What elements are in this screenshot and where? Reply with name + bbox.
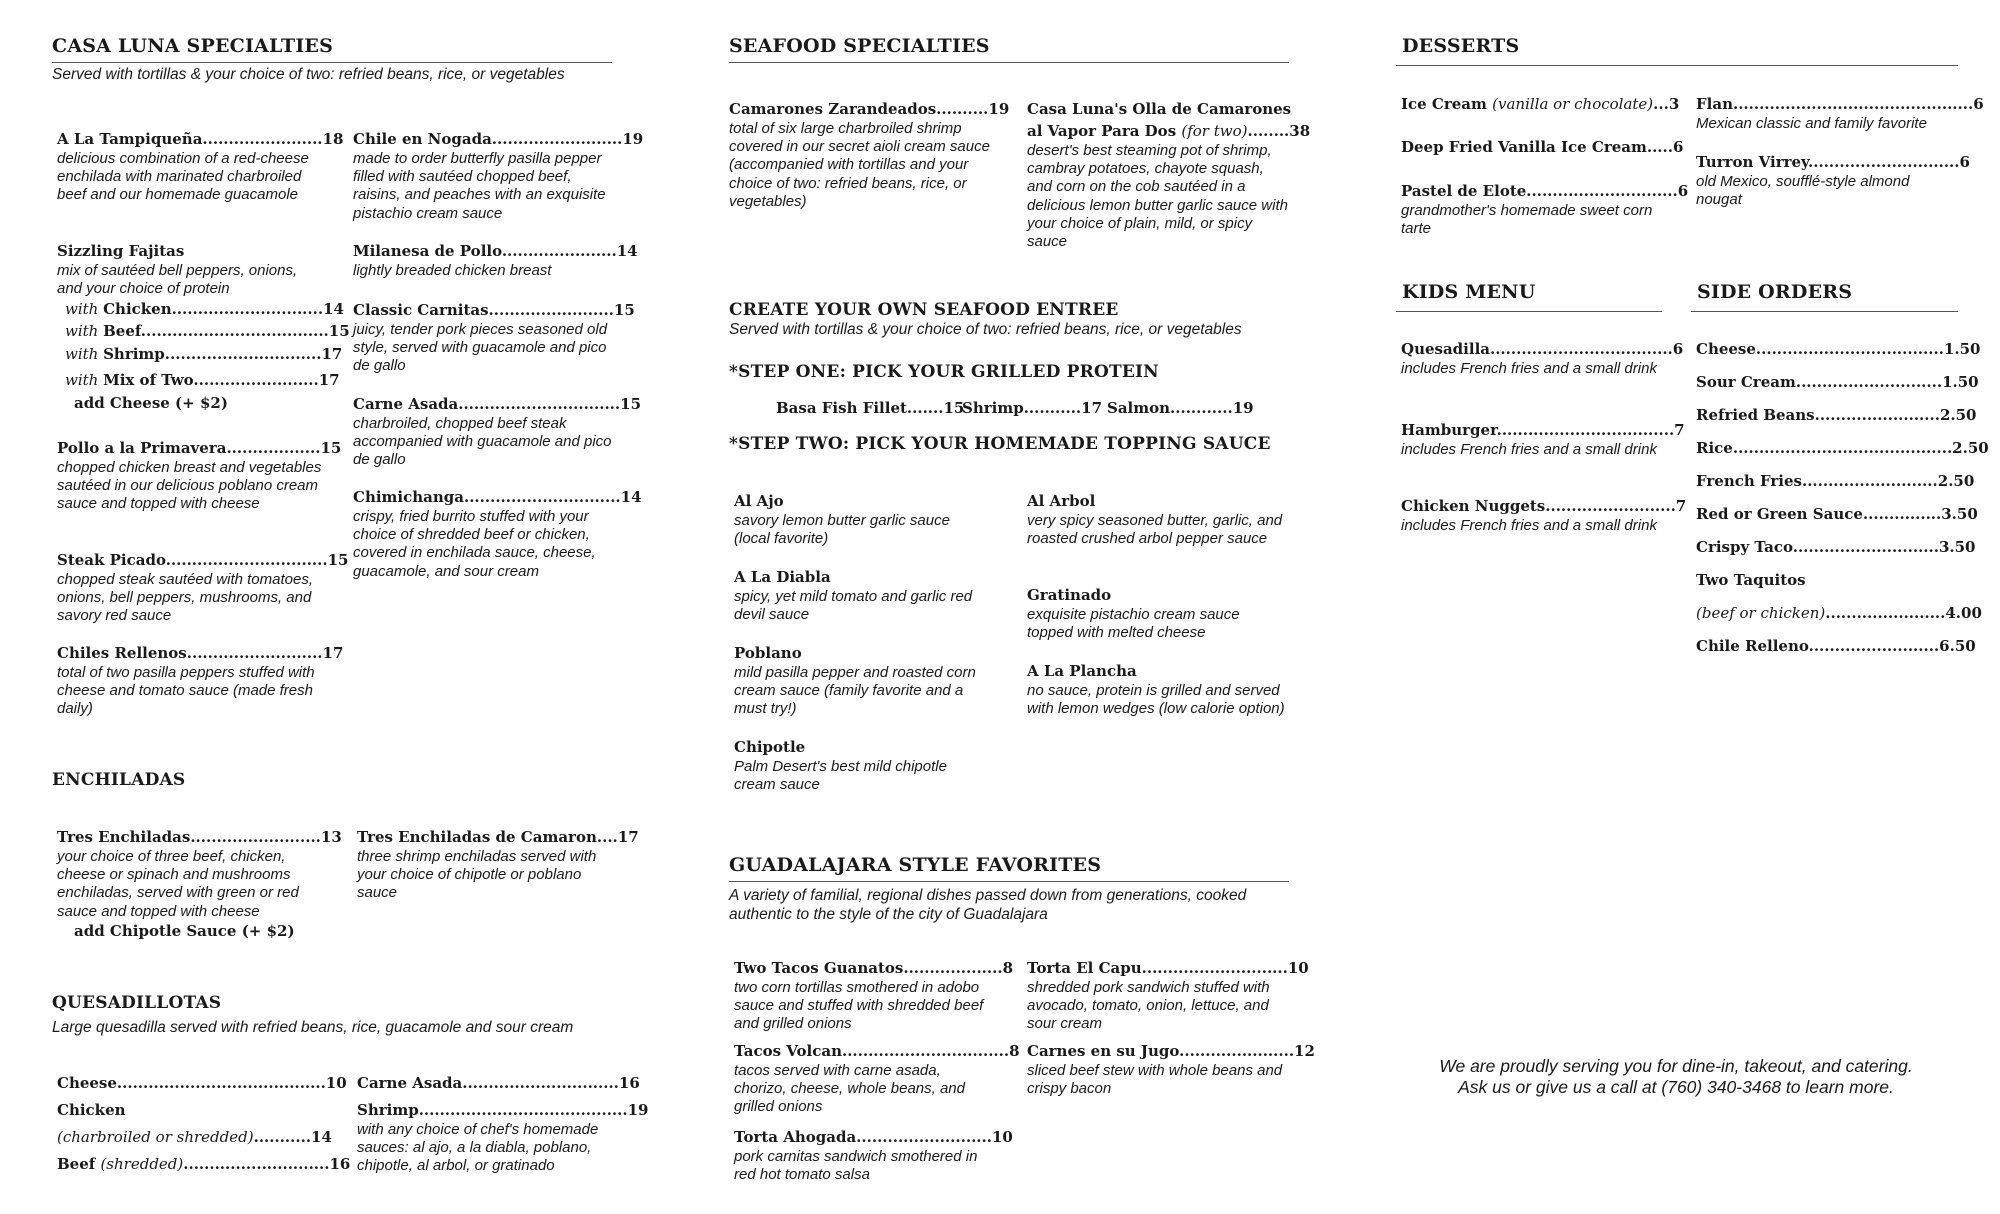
dessert-fried-ice-cream: Deep Fried Vanilla Ice Cream.....6 xyxy=(1401,138,1684,156)
side-item: Sour Cream............................1.50 xyxy=(1696,373,1979,391)
item-desc: three shrimp enchiladas served with your choice of chipotle or poblano sauce xyxy=(357,848,597,902)
note: (beef or chicken) xyxy=(1696,604,1826,622)
sauce-desc: spicy, yet mild tomato and garlic red devil sauce xyxy=(734,588,973,624)
footer-note xyxy=(1396,1056,1956,1098)
casa-luna-subtitle: Served with tortillas & your choice of two: refried beans, rice, or vegetables xyxy=(52,66,565,83)
footer-line: Ask us or give us a call at (760) 340-3468 to learn more. xyxy=(1458,1077,1894,1097)
item-name: Two Tacos Guanatos...................8 xyxy=(734,959,1014,977)
item-desc: total of six large charbroiled shrimp covered in our secret aioli cream sauce (accompanied with tortillas and your choice of two: refried beans, rice, or vegetables) xyxy=(729,120,990,210)
menu-item xyxy=(1696,151,1970,209)
item-name: Shrimp........................................19 xyxy=(357,1101,649,1119)
item-desc: Mexican classic and family favorite xyxy=(1696,115,1927,132)
menu-item xyxy=(353,486,642,581)
create-seafood-heading: CREATE YOUR OWN SEAFOOD ENTREE xyxy=(729,300,1119,320)
item-desc: includes French fries and a small drink xyxy=(1401,360,1657,377)
quesadillotas-subtitle: Large quesadilla served with refried beans, rice, guacamole and sour cream xyxy=(52,1019,574,1036)
item-name: Chimichanga..............................14 xyxy=(353,488,642,506)
item-desc: pork carnitas sandwich smothered in red hot tomato salsa xyxy=(734,1148,978,1184)
item-desc: delicious combination of a red-cheese enchilada with marinated charbroiled beef and our homemade guacamole xyxy=(57,150,309,204)
name: al Vapor Para Dos xyxy=(1027,122,1177,140)
enchilada-addon: add Chipotle Sauce (+ $2) xyxy=(74,922,295,940)
item-name: Camarones Zarandeados..........19 xyxy=(729,100,1010,118)
item-desc: chopped steak sautéed with tomatoes, onions, bell peppers, mushrooms, and savory red sauce xyxy=(57,571,313,625)
item-name: Casa Luna's Olla de Camarones xyxy=(1027,100,1292,118)
protein-option: Shrimp...........17 xyxy=(962,399,1103,417)
menu-item xyxy=(57,240,322,298)
item-name: Chile en Nogada.........................19 xyxy=(353,130,644,148)
item-desc: desert's best steaming pot of shrimp, cambray potatoes, chayote squash, and corn on the cob sautéed in a delicious lemon butter garlic sauce with your choice of plain, mild, or spicy sauce xyxy=(1027,142,1288,251)
quesadillota-beef xyxy=(57,1153,350,1175)
item-desc: with any choice of chef's homemade sauces: al ajo, a la diabla, poblano, chipotle, al arbol, or gratinado xyxy=(357,1121,599,1175)
sauce-desc: savory lemon butter garlic sauce (local favorite) xyxy=(734,512,950,548)
side-item: Cheese....................................1.50 xyxy=(1696,340,1981,358)
item-name: Hamburger..................................7 xyxy=(1401,421,1685,439)
item-desc: crispy, fried burrito stuffed with your choice of shredded beef or chicken, covered in enchilada sauce, cheese, guacamole, and sour cream xyxy=(353,508,596,580)
name: Beef xyxy=(57,1155,96,1173)
item-name: Torta El Capu............................10 xyxy=(1027,959,1309,977)
price: ............................16 xyxy=(183,1155,351,1173)
item-desc: your choice of three beef, chicken, cheese or spinach and mushrooms enchiladas, served with green or red sauce and topped with cheese xyxy=(57,848,299,920)
item-desc: grandmother's homemade sweet corn tarte xyxy=(1401,202,1653,238)
item-name: A La Tampiqueña.......................18 xyxy=(57,130,344,148)
side-item: Red or Green Sauce...............3.50 xyxy=(1696,505,1978,523)
side-item: Crispy Taco............................3.50 xyxy=(1696,538,1976,556)
sauce-desc: Palm Desert's best mild chipotle cream sauce xyxy=(734,758,947,794)
item-name: Classic Carnitas........................15 xyxy=(353,301,635,319)
sauce-desc: mild pasilla pepper and roasted corn cream sauce (family favorite and a must try!) xyxy=(734,664,976,718)
sauce-desc: exquisite pistachio cream sauce topped with melted cheese xyxy=(1027,606,1240,642)
protein-option: Basa Fish Fillet.......15 xyxy=(776,399,965,417)
option-prefix: with xyxy=(65,345,104,363)
sauce-name: Al Ajo xyxy=(734,492,784,510)
item-desc: shredded pork sandwich stuffed with avocado, tomato, onion, lettuce, and sour cream xyxy=(1027,979,1270,1033)
quesadillota-chicken-line xyxy=(57,1126,332,1148)
guadalajara-heading: GUADALAJARA STYLE FAVORITES xyxy=(729,853,1289,882)
side-item: French Fries..........................2.50 xyxy=(1696,472,1975,490)
menu-item xyxy=(57,642,344,719)
sauce-name: A La Diabla xyxy=(734,568,831,586)
side-item: Two Taquitos xyxy=(1696,571,1806,589)
create-seafood-subtitle: Served with tortillas & your choice of two: refried beans, rice, or vegetables xyxy=(729,321,1242,338)
item-name: Quesadilla...................................6 xyxy=(1401,340,1684,358)
menu-item xyxy=(734,957,1014,1034)
menu-item xyxy=(57,437,342,514)
option-name: Shrimp..............................17 xyxy=(103,345,343,363)
item-name: Steak Picado...............................15 xyxy=(57,551,349,569)
item-desc: chopped chicken breast and vegetables sautéed in our delicious poblano cream sauce and topped with cheese xyxy=(57,459,322,513)
note: (charbroiled or shredded) xyxy=(57,1128,254,1146)
sauce-desc: very spicy seasoned butter, garlic, and roasted crushed arbol pepper sauce xyxy=(1027,512,1283,548)
item-name: Pastel de Elote.............................6 xyxy=(1401,182,1689,200)
name: Ice Cream xyxy=(1401,95,1487,113)
item-name: Milanesa de Pollo......................14 xyxy=(353,242,638,260)
sauce-item xyxy=(1027,584,1289,642)
sauce-item xyxy=(1027,660,1289,718)
menu-item xyxy=(1027,957,1309,1034)
fajita-option xyxy=(65,320,350,342)
menu-item xyxy=(353,393,642,470)
quesadillota-cheese: Cheese........................................10 xyxy=(57,1074,347,1092)
sauce-name: Al Arbol xyxy=(1027,492,1096,510)
item-name: Carnes en su Jugo......................12 xyxy=(1027,1042,1315,1060)
option-name: Mix of Two........................17 xyxy=(103,371,340,389)
menu-item xyxy=(734,1126,1013,1184)
dessert-ice-cream xyxy=(1401,93,1679,115)
fajita-option xyxy=(65,298,344,320)
item-name: Sizzling Fajitas xyxy=(57,242,185,260)
sauce-item xyxy=(1027,490,1289,548)
price: .......................4.00 xyxy=(1825,604,1982,622)
fajita-option xyxy=(65,369,340,391)
item-name: Torta Ahogada..........................10 xyxy=(734,1128,1013,1146)
menu-item xyxy=(1696,93,1984,133)
item-desc: old Mexico, soufflé-style almond nougat xyxy=(1696,173,1910,209)
quesadillotas-heading: QUESADILLOTAS xyxy=(52,993,222,1013)
menu-item xyxy=(1027,98,1311,251)
note: (for two) xyxy=(1181,122,1248,140)
item-name: Tacos Volcan................................8 xyxy=(734,1042,1020,1060)
fajita-addon: add Cheese (+ $2) xyxy=(74,394,228,412)
item-name: Chicken Nuggets.........................7 xyxy=(1401,497,1687,515)
sauce-name: Chipotle xyxy=(734,738,806,756)
casa-luna-heading: CASA LUNA SPECIALTIES xyxy=(52,34,612,63)
option-prefix: with xyxy=(65,322,104,340)
item-desc: charbroiled, chopped beef steak accompanied with guacamole and pico de gallo xyxy=(353,415,612,469)
menu-item xyxy=(57,549,349,626)
item-name: Flan..............................................6 xyxy=(1696,95,1984,113)
step-one-heading: *STEP ONE: PICK YOUR GRILLED PROTEIN xyxy=(729,362,1159,382)
note: (shredded) xyxy=(100,1155,184,1173)
menu-item xyxy=(1401,495,1687,535)
item-name: Turron Virrey.............................6 xyxy=(1696,153,1970,171)
menu-item xyxy=(353,240,638,280)
item-desc: includes French fries and a small drink xyxy=(1401,441,1657,458)
sauce-item xyxy=(734,736,984,794)
sauce-name: Gratinado xyxy=(1027,586,1112,604)
item-desc: total of two pasilla peppers stuffed with cheese and tomato sauce (made fresh daily) xyxy=(57,664,315,718)
menu-item xyxy=(353,299,635,376)
sauce-desc: no sauce, protein is grilled and served with lemon wedges (low calorie option) xyxy=(1027,682,1285,718)
item-desc: tacos served with carne asada, chorizo, cheese, whole beans, and grilled onions xyxy=(734,1062,965,1116)
side-item: Chile Relleno.........................6.50 xyxy=(1696,637,1976,655)
guadalajara-subtitle: A variety of familial, regional dishes passed down from generations, cooked authentic to the style of the city of Guadalajara xyxy=(729,887,1247,923)
item-desc: juicy, tender pork pieces seasoned old style, served with guacamole and pico de gallo xyxy=(353,321,608,375)
side-taquitos-line xyxy=(1696,602,1982,624)
option-name: Beef....................................15 xyxy=(103,322,350,340)
item-name: Tres Enchiladas de Camaron....17 xyxy=(357,828,639,846)
quesadillota-carne-asada: Carne Asada..............................16 xyxy=(357,1074,640,1092)
enchiladas-heading: ENCHILADAS xyxy=(52,770,186,790)
protein-option: Salmon............19 xyxy=(1107,399,1254,417)
menu-item xyxy=(1401,180,1689,238)
item-name: Carne Asada...............................15 xyxy=(353,395,642,413)
menu-item xyxy=(1401,419,1685,459)
menu-item xyxy=(357,826,639,903)
item-name-line2 xyxy=(1027,120,1311,142)
note: (vanilla or chocolate) xyxy=(1492,95,1654,113)
fajita-option xyxy=(65,343,342,365)
step-two-heading: *STEP TWO: PICK YOUR HOMEMADE TOPPING SAUCE xyxy=(729,434,1271,454)
price: ...........14 xyxy=(253,1128,332,1146)
side-item: Refried Beans........................2.50 xyxy=(1696,406,1977,424)
sauce-item xyxy=(734,642,984,719)
menu-item xyxy=(357,1099,649,1176)
sauce-name: Poblano xyxy=(734,644,802,662)
item-name: Tres Enchiladas.........................13 xyxy=(57,828,342,846)
item-name: Pollo a la Primavera..................15 xyxy=(57,439,342,457)
price: ........38 xyxy=(1247,122,1311,140)
menu-item xyxy=(1401,338,1684,378)
desserts-heading: DESSERTS xyxy=(1396,34,1958,66)
item-desc: two corn tortillas smothered in adobo sauce and stuffed with shredded beef and grilled onions xyxy=(734,979,984,1033)
item-desc: mix of sautéed bell peppers, onions, and your choice of protein xyxy=(57,262,298,298)
kids-heading: KIDS MENU xyxy=(1396,280,1662,312)
menu-item xyxy=(353,128,644,223)
item-desc: lightly breaded chicken breast xyxy=(353,262,552,279)
menu-item xyxy=(1027,1040,1315,1098)
item-name: Chiles Rellenos..........................17 xyxy=(57,644,344,662)
menu-item xyxy=(57,826,342,921)
price: ...3 xyxy=(1653,95,1680,113)
sides-heading: SIDE ORDERS xyxy=(1691,280,1958,312)
menu-item xyxy=(729,98,1010,211)
footer-line: We are proudly serving you for dine-in, takeout, and catering. xyxy=(1439,1056,1913,1076)
option-prefix: with xyxy=(65,300,104,318)
side-item: Rice..........................................2.50 xyxy=(1696,439,1989,457)
sauce-item xyxy=(734,566,984,624)
option-name: Chicken.............................14 xyxy=(103,300,344,318)
seafood-heading: SEAFOOD SPECIALTIES xyxy=(729,34,1289,63)
menu-item xyxy=(734,1040,1020,1117)
option-prefix: with xyxy=(65,371,104,389)
sauce-item xyxy=(734,490,984,548)
item-desc: sliced beef stew with whole beans and crispy bacon xyxy=(1027,1062,1283,1098)
sauce-name: A La Plancha xyxy=(1027,662,1137,680)
quesadillota-chicken: Chicken xyxy=(57,1101,126,1119)
item-desc: includes French fries and a small drink xyxy=(1401,517,1657,534)
item-desc: made to order butterfly pasilla pepper filled with sautéed chopped beef, raisins, and peaches with an exquisite pistachio cream sauce xyxy=(353,150,606,222)
menu-item xyxy=(57,128,344,205)
